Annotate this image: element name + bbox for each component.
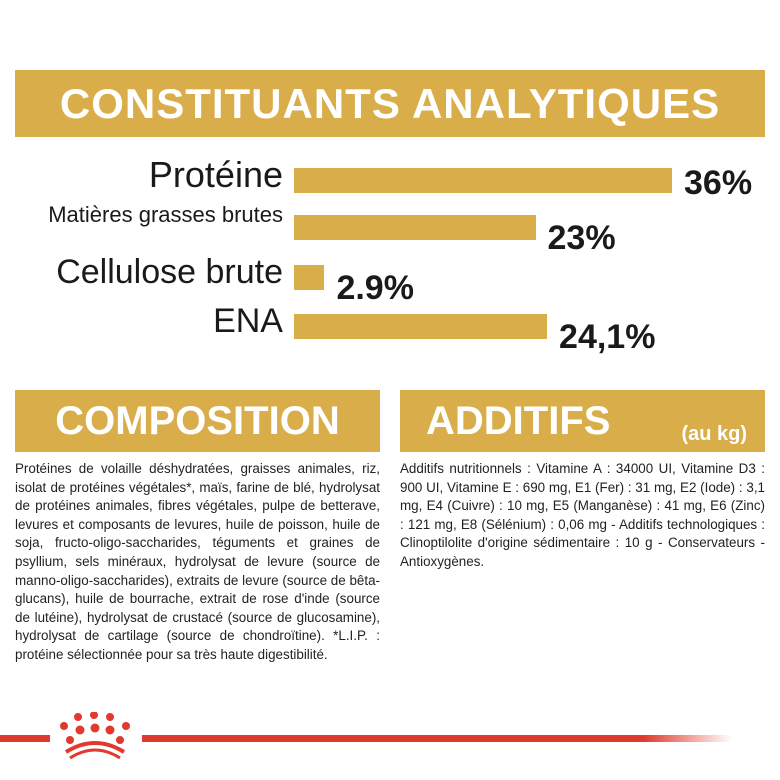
additifs-unit: (au kg) — [681, 423, 747, 445]
additifs-title: ADDITIFS — [426, 398, 611, 443]
analytics-bar — [294, 314, 547, 339]
analytics-title: CONSTITUANTS ANALYTIQUES — [59, 79, 721, 127]
analytics-label: Matières grasses brutes — [48, 202, 283, 227]
footer-line-right — [142, 735, 732, 742]
analytics-label: Cellulose brute — [56, 253, 283, 291]
analytics-value: 36% — [684, 164, 753, 202]
analytics-value: 24,1% — [559, 318, 656, 356]
additifs-header — [400, 390, 765, 452]
analytics-value: 2.9% — [336, 269, 414, 307]
composition-header — [15, 390, 380, 452]
footer-line-left — [0, 735, 50, 742]
analytics-label: Protéine — [148, 154, 283, 195]
analytics-bar — [294, 265, 324, 290]
additifs-text: Additifs nutritionnels : Vitamine A : 34000 UI, Vitamine D3 : 900 UI, Vitamine E : 690 mg, E1 (Fer) : 31 mg, E2 (Iode) : 3,1 mg, E4 (Cuivre) : 10 mg, E5 (Manganèse) : 41 mg, E6 (Zinc) : 121 mg, E8 (Sélénium) : 0,06 mg - Additifs technologiques : Clinoptilolite d'origine sédimentaire : 10 g - Conservateurs - Antioxygènes. — [400, 461, 765, 569]
analytics-header — [15, 70, 765, 137]
composition-text: Protéines de volaille déshydratées, graisses animales, riz, isolat de protéines végétales*, maïs, farine de blé, hydrolysat de protéines animales, fibres végétales, pulpe de betterave, levures et composants de levures, huile de poisson, huile de soja, fructo-oligo-saccharides, téguments et graines de psyllium, sels minéraux, hydrolysat de levure (source de manno-oligo-saccharides), extraits de levure (source de bêta-glucans), huile de bourrache, extrait de rose d'inde (source de lutéine), hydrolysat de crustacé (source de glucosamine), hydrolysat de cartilage (source de chondroïtine). *L.I.P. : protéine sélectionnée pour sa très haute digestibilité. — [15, 461, 380, 662]
analytics-value: 23% — [547, 219, 616, 257]
composition-title: COMPOSITION — [55, 398, 340, 443]
royal-canin-crown-logo — [52, 712, 138, 762]
analytics-bar — [294, 215, 536, 240]
analytics-label: ENA — [213, 302, 283, 340]
analytics-bar — [294, 168, 672, 193]
